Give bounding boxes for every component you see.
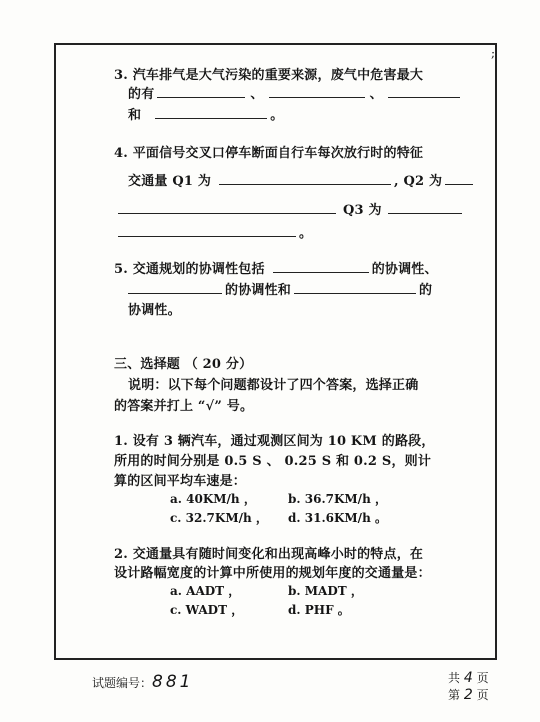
exam-code-value: 881 — [152, 672, 194, 692]
section-3-instructions-1: 说明：以下每个问题都设计了四个答案，选择正确 — [128, 378, 419, 393]
mc1-option-b[interactable]: b. 36.7KM/h ， — [288, 492, 387, 506]
mc1-option-d[interactable]: d. 31.6KM/h 。 — [288, 511, 387, 525]
q3-line-3 — [128, 104, 283, 123]
q3-prefix-2: 和 — [128, 108, 142, 123]
mc2-line-1: 2. 交通量具有随时间变化和出现高峰小时的特点，在 — [114, 547, 424, 562]
q5-answer-blank-3[interactable] — [294, 281, 416, 294]
q3-line-2 — [128, 83, 463, 102]
q3-answer-blank-1[interactable] — [157, 85, 245, 98]
q3-separator-2: 、 — [369, 87, 383, 102]
q5-answer-blank-2[interactable] — [128, 281, 222, 294]
q5-prefix: 5. 交通规划的协调性包括 — [114, 262, 265, 277]
mc2-option-d[interactable]: d. PHF 。 — [288, 603, 350, 617]
mc2-option-a[interactable]: a. AADT ， — [170, 584, 241, 598]
q5-mid: 的协调性和 — [225, 283, 292, 298]
q4-q2-label: , Q2 为 — [394, 174, 443, 189]
q3-answer-blank-4[interactable] — [155, 106, 267, 119]
q4-line-4 — [118, 222, 312, 241]
q4-end: 。 — [299, 226, 313, 241]
mc1-option-a[interactable]: a. 40KM/h ， — [170, 492, 256, 506]
q3-separator-1: 、 — [250, 87, 264, 102]
margin-mark: ; — [491, 46, 496, 60]
page-number — [448, 686, 489, 703]
page-count — [448, 669, 489, 686]
q4-line-2 — [128, 170, 476, 189]
mc2-line-2: 设计路幅宽度的计算中所使用的规划年度的交通量是： — [114, 566, 431, 581]
page-number-value: 2 — [463, 687, 473, 703]
mc1-option-c[interactable]: c. 32.7KM/h ， — [170, 511, 268, 525]
exam-code — [92, 672, 193, 692]
exam-code-label: 试题编号： — [92, 676, 153, 690]
q3-prefix-1: 的有 — [128, 87, 155, 102]
section-3-instructions-2: 的答案并打上 “√” 号。 — [114, 399, 254, 414]
page-number-prefix: 第 — [448, 688, 461, 702]
q5-line-2 — [128, 279, 432, 298]
page-number-suffix: 页 — [476, 688, 489, 702]
q5-suffix-1: 的协调性、 — [371, 262, 438, 277]
q5-answer-blank-1[interactable] — [273, 260, 369, 273]
q4-q2-blank[interactable] — [118, 201, 336, 214]
mc2-option-c[interactable]: c. WADT ， — [170, 603, 244, 617]
q3-end: 。 — [270, 108, 284, 123]
section-3-title: 三、选择题 （ 20 分） — [114, 357, 253, 372]
page-count-suffix: 页 — [476, 671, 489, 685]
mc1-line-2: 所用的时间分别是 0.5 S 、 0.25 S 和 0.2 S，则计 — [114, 454, 432, 469]
q4-q3-blank-start[interactable] — [388, 201, 462, 214]
q4-line-1: 4. 平面信号交叉口停车断面自行车每次放行时的特征 — [114, 146, 424, 161]
q3-answer-blank-2[interactable] — [269, 85, 365, 98]
q5-line-1 — [114, 258, 438, 277]
page-count-value: 4 — [463, 670, 473, 686]
q4-q1-blank[interactable] — [219, 172, 391, 185]
page-count-prefix: 共 — [448, 671, 461, 685]
q5-line-3: 协调性。 — [128, 303, 181, 318]
mc2-option-b[interactable]: b. MADT ， — [288, 584, 363, 598]
q4-line-3 — [118, 199, 465, 218]
q3-answer-blank-3[interactable] — [388, 85, 460, 98]
q5-suffix-2: 的 — [419, 283, 433, 298]
q4-q3-blank[interactable] — [118, 224, 296, 237]
mc1-line-1: 1. 设有 3 辆汽车，通过观测区间为 10 KM 的路段， — [114, 434, 435, 449]
q4-q3-label: Q3 为 — [343, 203, 382, 218]
q4-q2-blank-start[interactable] — [445, 172, 473, 185]
q4-q1-label: 交通量 Q1 为 — [128, 174, 212, 189]
mc1-line-3: 算的区间平均车速是： — [114, 474, 247, 489]
q3-line-1: 3. 汽车排气是大气污染的重要来源，废气中危害最大 — [114, 68, 424, 83]
